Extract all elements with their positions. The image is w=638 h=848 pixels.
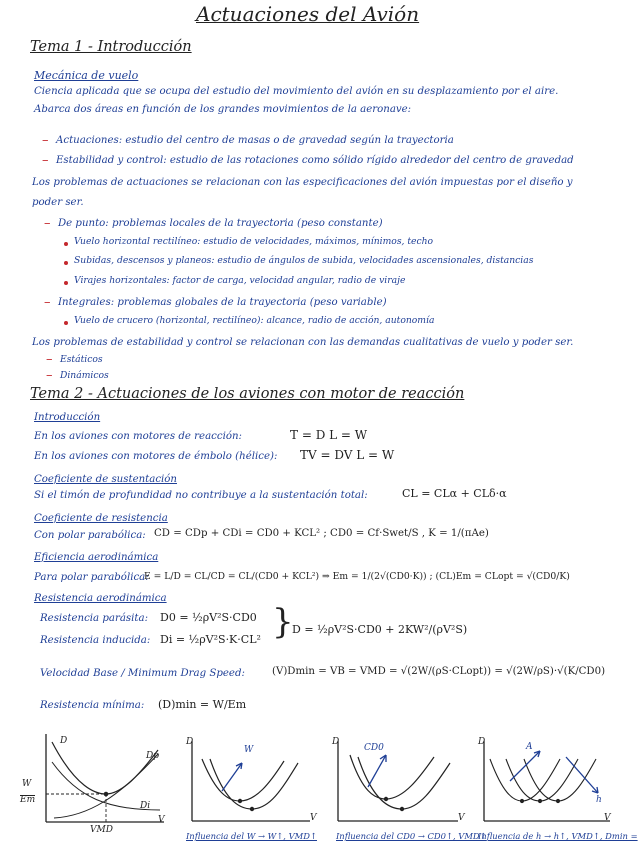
chart4-caption: Influencia de h → h↑, VMD↑, Dmin = [478,831,638,841]
trend-arrow [566,757,598,793]
eficiencia-label: Para polar parabólica: [34,572,149,583]
estaticos-item: Estáticos [60,354,103,365]
page-title: Actuaciones del Avión [196,2,420,26]
punto-sub-2: Subidas, descensos y planeos: estudio de ángulos de subida, velocidades ascensionales, distancias [74,255,534,266]
vmd-label: Velocidad Base / Minimum Drag Speed: [40,668,245,679]
chart3-x-label: V [458,813,465,823]
tema1-bullet-actuaciones: Actuaciones: estudio del centro de masas o de gravedad según la trayectoria [56,135,454,146]
punto-heading: De punto: problemas locales de la trayectoria (peso constante) [58,218,383,229]
tema1-paragraph-2a: Los problemas de actuaciones se relacionan con las especificaciones del avión impuestas por el diseño y [32,177,573,188]
bullet-dot [64,281,68,285]
drag-curve-low [202,759,284,801]
tema1-heading: Tema 1 - Introducción [30,39,192,55]
chart3-arrow-label: CD0 [364,743,384,753]
resistencia-equation: CD = CDp + CDi = CD0 + KCL² ; CD0 = Cf·Swet/S , K = 1/(πAe) [154,528,489,539]
sustentacion-text: Si el timón de profundidad no contribuye a la sustentación total: [34,490,368,501]
resistencia-label: Con polar parabólica: [34,530,146,541]
chart2-arrow-label: W [244,745,254,755]
bullet-dot [64,242,68,246]
drag-curve-high [358,757,450,809]
chart2-y-label: D [186,737,194,747]
tema1-bullet-estabilidad: Estabilidad y control: estudio de las rotaciones como sólido rígido alrededor del centro de gravedad [56,155,574,166]
min-drag-point [400,807,404,811]
inducida-equation: Di = ½ρV²S·K·CL² [160,633,261,646]
trend-arrow [222,763,242,791]
chart3-y-label: D [332,737,340,747]
min-drag-point [250,807,254,811]
reaccion-equation: T = D L = W [290,428,368,442]
dash-marker: – [44,216,51,231]
punto-sub-3: Virajes horizontales: factor de carga, velocidad angular, radio de viraje [74,275,406,286]
embolo-equation: TV = DV L = W [300,448,395,462]
chart1-di-label: Di [140,801,151,811]
inducida-label: Resistencia inducida: [40,635,151,646]
chart1-y-label: D [60,736,68,746]
punto-sub-1: Vuelo horizontal rectilíneo: estudio de velocidades, máximos, mínimos, techo [74,236,434,247]
dinamicos-item: Dinámicos [60,370,109,381]
chart4-side-label: h [596,795,602,805]
drag-curve-chart [18,728,168,834]
drag-curve-low [350,755,434,799]
drag-curve-2 [506,759,578,801]
chart1-x-label: V [158,815,165,825]
chart1-ratio-num: W [22,779,32,789]
chart1-vmd-label: VMD [90,825,113,835]
dmin-label: Resistencia mínima: [40,700,145,711]
chart1-dp-label: Dp [146,751,159,761]
chart4-arrow-label: A [526,742,533,752]
tema1-paragraph-2b: poder ser. [32,197,84,208]
drag-curve-high [210,759,298,809]
chart3-caption: Influencia del CD0 → CD0↑, VMD↑ [336,831,487,841]
dash-marker: – [46,352,53,367]
embolo-label: En los aviones con motores de émbolo (hélice): [34,451,278,462]
tema1-subheading: Mecánica de vuelo [34,69,139,82]
trend-arrow [368,755,386,787]
resistencia-aero-heading: Resistencia aerodinámica [34,593,167,604]
altitude-influence-chart [474,735,614,831]
reaccion-label: En los aviones con motores de reacción: [34,431,242,442]
cd0-influence-chart [328,735,462,831]
drag-curve-3 [524,759,596,801]
sustentacion-heading: Coeficiente de sustentación [34,474,177,485]
vmd-equation: (V)Dmin = VB = VMD = √(2W/(ρS·CLopt)) = √(2W/ρS)·√(K/CD0) [272,666,606,677]
min-drag-point [520,799,524,803]
dash-marker: – [42,133,49,148]
bullet-dot [64,321,68,325]
intro-heading: Introducción [34,412,101,423]
parasita-label: Resistencia parásita: [40,613,148,624]
dash-marker: – [46,368,53,383]
min-drag-point [538,799,542,803]
bullet-dot [64,261,68,265]
chart2-x-label: V [310,813,317,823]
dash-marker: – [44,295,51,310]
dash-marker: – [42,153,49,168]
tema1-paragraph-3: Los problemas de estabilidad y control se relacionan con las demandas cualitativas de vuelo y poder ser. [32,337,574,348]
tema1-definition: Ciencia aplicada que se ocupa del estudio del movimiento del avión en su desplazamiento por el aire. [34,86,559,97]
min-drag-point [238,799,242,803]
chart4-x-label: V [604,813,611,823]
total-drag-curve [52,742,158,794]
integrales-heading: Integrales: problemas globales de la trayectoria (peso variable) [58,297,387,308]
dmin-equation: (D)min = W/Em [158,698,247,711]
eficiencia-equation: E = L/D = CL/CD = CL/(CD0 + KCL²) ⇒ Em = 1/(2√(CD0·K)) ; (CL)Em = CLopt = √(CD0/K) [144,571,570,582]
min-drag-point [384,797,388,801]
chart4-y-label: D [478,737,486,747]
trend-arrow [510,751,540,781]
tema2-heading: Tema 2 - Actuaciones de los aviones con motor de reacción [30,386,465,402]
parasita-equation: D0 = ½ρV²S·CD0 [160,611,257,624]
min-drag-point [104,792,109,797]
integrales-sub-1: Vuelo de crucero (horizontal, rectilíneo): alcance, radio de acción, autonomía [74,315,435,326]
tema1-covers: Abarca dos áreas en función de los grandes movimientos de la aeronave: [34,104,412,115]
drag-total-equation: D = ½ρV²S·CD0 + 2KW²/(ρV²S) [292,623,468,636]
eficiencia-heading: Eficiencia aerodinámica [34,552,159,563]
chart1-ratio-den: Em [20,795,36,805]
min-drag-point [556,799,560,803]
resistencia-heading: Coeficiente de resistencia [34,513,168,524]
sustentacion-equation: CL = CLα + CLδ·α [402,487,507,500]
chart2-caption: Influencia del W → W↑, VMD↑ [186,831,317,841]
brace-symbol: } [272,602,294,642]
